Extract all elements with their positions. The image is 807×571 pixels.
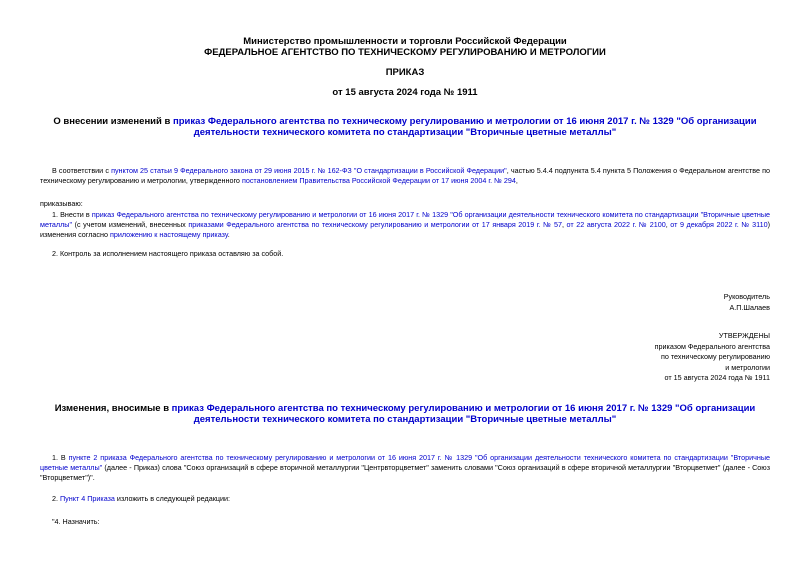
item-2-paragraph: 2. Контроль за исполнением настоящего приказа оставляю за собой.: [52, 249, 284, 258]
change2-link[interactable]: Пункт 4 Приказа: [60, 494, 115, 503]
change2-text-2: изложить в следующей редакции:: [114, 494, 230, 503]
ministry-name: Министерство промышленности и торговли Российской Федерации: [243, 36, 567, 47]
change1-link[interactable]: пункте 2 приказа Федерального агентства по техническому регулированию и метрологии от 16 июня 2017 г. № 1329 "Об организации деятельности технического комитета по стандартизации "Вторичные цветные металлы": [40, 453, 770, 472]
approved-line-5: от 15 августа 2024 года № 1911: [664, 373, 770, 382]
item1-appendix-link[interactable]: приложению к настоящему приказу: [109, 230, 228, 239]
doc-date-number: от 15 августа 2024 года № 1911: [332, 87, 478, 98]
item1-text-1: 1. Внести в: [52, 210, 92, 219]
change1-text-1: 1. В: [52, 453, 69, 462]
preamble-decree-link[interactable]: постановлением Правительства Российской Федерации от 17 июня 2004 г. № 294: [241, 176, 516, 185]
preamble-text-2: , частью 5.4.4 подпункта 5.4 пункта 5 Положения о Федеральном агентстве по техническому регулированию и метрологии, утвержденного: [40, 166, 771, 185]
quoted-text: "4. Назначить:: [52, 517, 100, 526]
item1-text-6: .: [227, 230, 230, 239]
item1-order-link[interactable]: приказ Федерального агентства по техническому регулированию и метрологии от 16 июня 2017 г. № 1329 "Об организации деятельности технического комитета по стандартизации "Вторичные цветные металлы": [40, 210, 770, 229]
item-1-paragraph: [40, 210, 770, 240]
agency-name: ФЕДЕРАЛЬНОЕ АГЕНТСТВО ПО ТЕХНИЧЕСКОМУ РЕГУЛИРОВАНИЮ И МЕТРОЛОГИИ: [204, 47, 606, 58]
approved-line-4: и метрологии: [725, 362, 770, 372]
change1-text-2: (далее - Приказ) слова "Союз организаций в сфере вторичной металлургии "Центрвторцветмет" заменить словами "Союз организаций в сфере вторичной металлургии "Вторцветмет" (далее - Союз "Вторцветмет")".: [40, 463, 770, 482]
item1-text-3: ,: [561, 220, 567, 229]
approved-line-3: по техническому регулированию: [660, 352, 770, 361]
preamble-paragraph: [40, 166, 770, 186]
document-title: [40, 116, 770, 138]
order-word: приказываю:: [40, 199, 83, 208]
doc-type: ПРИКАЗ: [385, 67, 425, 78]
change-1-paragraph: [40, 453, 770, 483]
changes-title: [40, 403, 770, 425]
approved-line-2: приказом Федерального агентства: [654, 341, 770, 351]
item1-text-4: ,: [665, 220, 671, 229]
document-header: [40, 36, 770, 58]
item1-amend-link-1[interactable]: приказами Федерального агентства по техническому регулированию и метрологии от 17 января 2019 г. № 57: [188, 220, 562, 229]
item1-amend-link-3[interactable]: от 9 декабря 2022 г. № 3110: [670, 220, 768, 229]
item1-text-5: ) изменения согласно: [40, 220, 771, 239]
changes-title-link[interactable]: приказ Федерального агентства по техническому регулированию и метрологии от 16 июня 2017 г. № 1329 "Об организации деятельности технического комитета по стандартизации "Вторичные цветные металлы": [171, 403, 756, 425]
change2-text-1: 2.: [52, 494, 60, 503]
preamble-text-1: В соответствии с: [52, 166, 112, 175]
approval-block: [655, 331, 770, 384]
item1-text-2: (с учетом изменений, внесенных: [72, 220, 189, 229]
title-prefix: О внесении изменений в: [53, 116, 173, 127]
signature-block: [724, 292, 770, 313]
item1-amend-link-2[interactable]: от 22 августа 2022 г. № 2100: [566, 220, 666, 229]
preamble-text-3: ,: [515, 176, 518, 185]
title-link[interactable]: приказ Федерального агентства по техническому регулированию и метрологии от 16 июня 2017 г. № 1329 "Об организации деятельности технического комитета по стандартизации "Вторичные цветные металлы": [172, 116, 757, 138]
signature-position: Руководитель: [723, 292, 770, 301]
changes-title-prefix: Изменения, вносимые в: [54, 403, 172, 414]
signature-name: А.П.Шалаев: [729, 302, 770, 312]
approved-line-1: УТВЕРЖДЕНЫ: [718, 331, 770, 340]
preamble-law-link[interactable]: пунктом 25 статьи 9 Федерального закона от 29 июня 2015 г. № 162-ФЗ "О стандартизации в Российской Федерации": [111, 166, 507, 175]
change-2-paragraph: [40, 494, 770, 504]
